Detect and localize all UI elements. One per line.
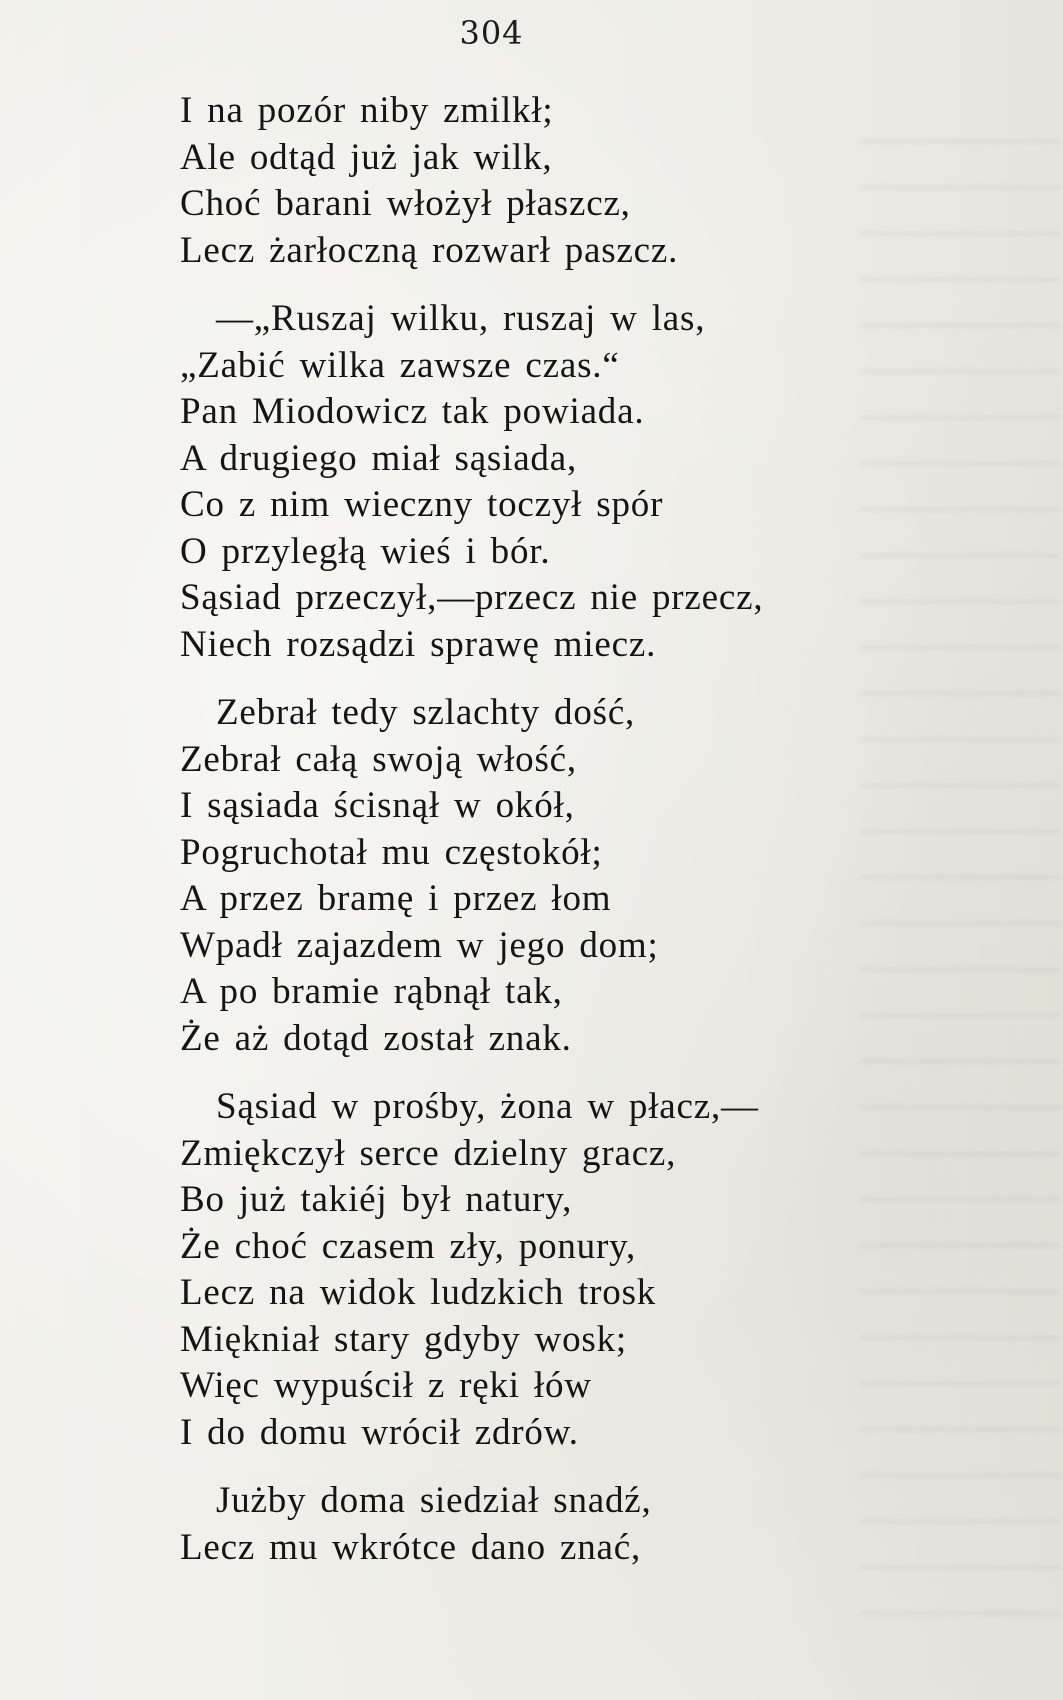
poem-line: Pan Miodowicz tak powiada. xyxy=(180,391,645,432)
poem-line: Zmiękczył serce dzielny gracz, xyxy=(180,1132,677,1174)
poem-line: Sąsiad przeczył,—przecz nie przecz, xyxy=(180,577,764,618)
poem-line: —„Ruszaj wilku, ruszaj w las, xyxy=(216,298,706,339)
poem-line: Miękniał stary gdyby wosk; xyxy=(180,1318,627,1360)
poem-line: Ale odtąd już jak wilk, xyxy=(180,136,553,178)
poem-line: Wpadł zajazdem w jego dom; xyxy=(180,924,659,966)
poem-line: Zebrał tedy szlachty dość, xyxy=(216,692,636,733)
poem-line: O przyległą wieś i bór. xyxy=(180,530,551,572)
poem-line: A przez bramę i przez łom xyxy=(180,878,612,919)
stanza-1 xyxy=(180,88,860,274)
poem-line: A drugiego miał sąsiada, xyxy=(180,437,578,479)
poem-line: Zebrał całą swoją włość, xyxy=(180,738,577,780)
poem-line: Niech rozsądzi sprawę miecz. xyxy=(180,623,657,665)
poem-line: Że choć czasem zły, ponury, xyxy=(180,1225,637,1267)
poem-line: Co z nim wieczny toczył spór xyxy=(180,484,664,525)
page-number: 304 xyxy=(459,14,524,52)
poem-line: Jużby doma siedział snadź, xyxy=(216,1480,652,1521)
poem-line: Lecz mu wkrótce dano znać, xyxy=(180,1526,642,1568)
poem-line: Bo już takiéj był natury, xyxy=(180,1179,573,1220)
stanza-4 xyxy=(180,1084,860,1456)
poem-line: Choć barani włożył płaszcz, xyxy=(180,183,631,224)
poem-line: A po bramie rąbnął tak, xyxy=(180,971,563,1012)
stanza-3 xyxy=(180,690,860,1062)
poem-line: I na pozór niby zmilkł; xyxy=(180,90,554,131)
poem-line: I sąsiada ścisnął w okół, xyxy=(180,785,575,826)
poem-line: Lecz żarłoczną rozwarł paszcz. xyxy=(180,229,679,271)
poem-line: Że aż dotąd został znak. xyxy=(180,1017,572,1059)
poem-line: I do domu wrócił zdrów. xyxy=(180,1411,579,1453)
stanza-2 xyxy=(180,296,860,668)
poem-body xyxy=(180,88,860,1571)
poem-line: „Zabić wilka zawsze czas.“ xyxy=(180,344,620,386)
bleed-through-text xyxy=(860,140,1060,1640)
stanza-5 xyxy=(180,1478,860,1571)
poem-line: Sąsiad w prośby, żona w płacz,— xyxy=(216,1086,759,1127)
poem-line: Lecz na widok ludzkich trosk xyxy=(180,1272,657,1313)
poem-line: Więc wypuścił z ręki łów xyxy=(180,1365,592,1406)
poem-line: Pogruchotał mu częstokół; xyxy=(180,831,603,873)
